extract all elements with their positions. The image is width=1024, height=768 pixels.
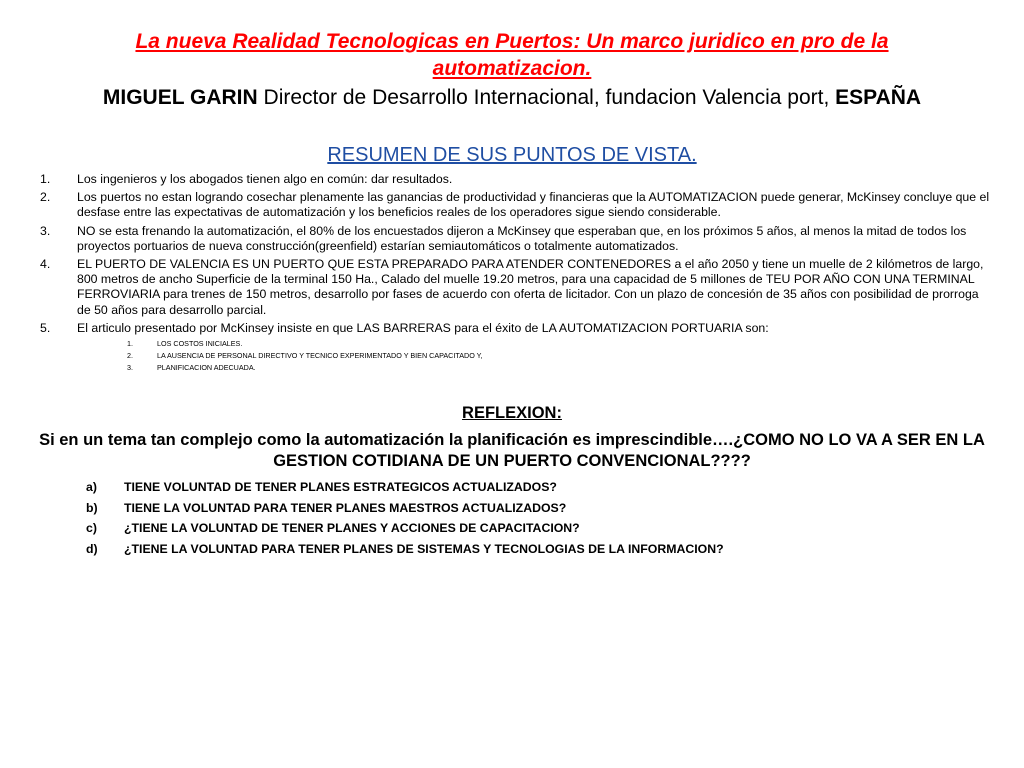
barriers-sublist — [77, 338, 990, 374]
question-letter: a) — [86, 480, 97, 494]
question-text: TIENE LA VOLUNTAD PARA TENER PLANES MAESTROS ACTUALIZADOS? — [124, 500, 567, 515]
title-block — [40, 28, 984, 112]
list-item-text: El articulo presentado por McKinsey insiste en que LAS BARRERAS para el éxito de LA AUTOMATIZACION PORTUARIA son: — [77, 320, 769, 335]
slide-title-line-1: La nueva Realidad Tecnologicas en Puertos: Un marco juridico en pro de la — [135, 30, 889, 53]
list-item — [40, 257, 990, 318]
list-item — [40, 224, 990, 254]
question-letter: b) — [86, 500, 98, 515]
sublist-item — [77, 350, 990, 362]
reflexion-text: Si en un tema tan complejo como la automatización la planificación es imprescindible….¿COMO NO LO VA A SER EN LA GESTION COTIDIANA DE UN PUERTO CONVENCIONAL???? — [39, 431, 985, 470]
sublist-item-text: PLANIFICACION ADECUADA. — [157, 363, 256, 373]
sublist-item-text: LOS COSTOS INICIALES. — [157, 339, 243, 349]
author-line — [40, 84, 984, 112]
question-letter: d) — [86, 541, 98, 556]
list-item-number: 2. — [40, 190, 51, 205]
question-text: TIENE VOLUNTAD DE TENER PLANES ESTRATEGICOS ACTUALIZADOS? — [124, 480, 557, 494]
points-list — [40, 172, 990, 377]
sublist-item-number: 2. — [127, 351, 133, 361]
sublist-item-number: 1. — [127, 339, 133, 349]
author-name: MIGUEL GARIN — [102, 86, 258, 109]
question-letter: c) — [86, 521, 97, 535]
questions-list — [86, 477, 986, 559]
list-item — [40, 321, 990, 374]
list-item — [40, 172, 990, 187]
sublist-item-number: 3. — [127, 363, 133, 373]
slide-title — [40, 28, 984, 82]
slide-title-line-2: automatizacion. — [432, 57, 592, 80]
question-item — [86, 518, 986, 539]
list-item-text: NO se esta frenando la automatización, el 80% de los encuestados dijeron a McKinsey que esperaban que, en los próximos 5 años, al menos la mitad de todos los proyectos portuarios de nueva construcción(greenfield) estarían semiautomáticos o totalmente automatizados. — [77, 223, 967, 253]
list-item-number: 5. — [40, 320, 51, 335]
list-item-text: Los puertos no estan logrando cosechar plenamente las ganancias de productividad y financieras que la AUTOMATIZACION puede generar, McKinsey concluye que el desfase entre las expectativas de automatización y los beneficios reales de los operadores sigue siendo considerable. — [77, 190, 990, 220]
sublist-item — [77, 362, 990, 374]
question-item — [86, 498, 986, 519]
author-country: ESPAÑA — [835, 86, 922, 109]
list-item-text: EL PUERTO DE VALENCIA ES UN PUERTO QUE ESTA PREPARADO PARA ATENDER CONTENEDORES a el año 2050 y tiene un muelle de 2 kilómetros de largo, 800 metros de ancho Superficie de la terminal 150 Ha., Calado del muelle 19.20 metros, para una capacidad de 5 millones de TEU POR AÑO CON UNA TERMINAL FERROVIARIA para trenes de 150 metros, desarrollo por fases de acuerdo con oferta de licitador. Con un plazo de concesión de 35 años con posibilidad de prorroga de 50 años para desarrollo parcial. — [77, 257, 984, 317]
sublist-item — [77, 338, 990, 350]
question-item — [86, 477, 986, 498]
list-item — [40, 190, 990, 220]
question-item — [86, 539, 986, 560]
list-item-number: 3. — [40, 223, 51, 238]
list-item-number: 4. — [40, 257, 51, 272]
list-item-text: Los ingenieros y los abogados tienen algo en común: dar resultados. — [77, 172, 453, 186]
resumen-heading: RESUMEN DE SUS PUNTOS DE VISTA. — [327, 144, 697, 166]
reflexion-heading: REFLEXION: — [462, 404, 562, 422]
list-item-number: 1. — [40, 172, 51, 186]
question-text: ¿TIENE LA VOLUNTAD PARA TENER PLANES DE SISTEMAS Y TECNOLOGIAS DE LA INFORMACION? — [124, 541, 724, 556]
sublist-item-text: LA AUSENCIA DE PERSONAL DIRECTIVO Y TECNICO EXPERIMENTADO Y BIEN CAPACITADO Y, — [157, 351, 483, 361]
author-role: Director de Desarrollo Internacional, fundacion Valencia port, — [263, 86, 830, 109]
question-text: ¿TIENE LA VOLUNTAD DE TENER PLANES Y ACCIONES DE CAPACITACION? — [124, 521, 580, 535]
